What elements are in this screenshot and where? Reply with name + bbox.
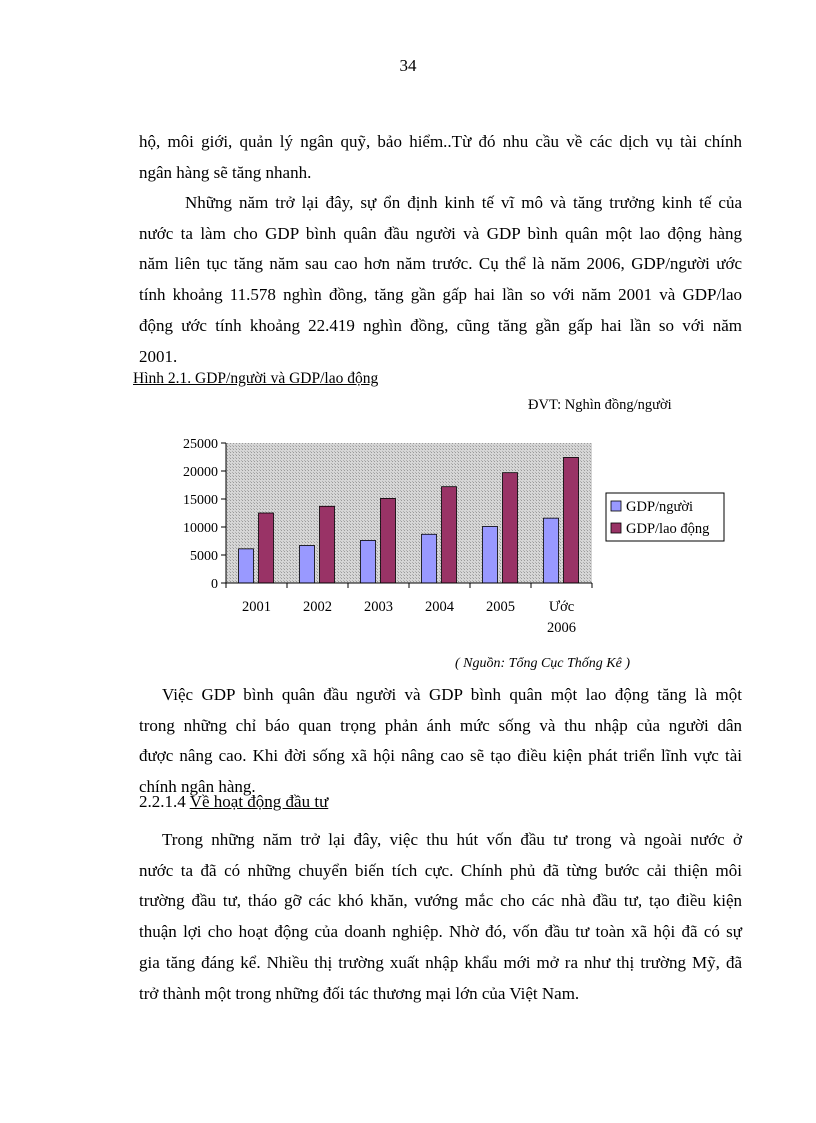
paragraph-investment (139, 825, 742, 1009)
legend (606, 493, 724, 541)
bar-gdp-per-worker (503, 473, 518, 583)
text-line: được nâng cao. Khi đời sống xã hội nâng cao sẽ tạo điều kiện phát triển lĩnh vực tài (139, 746, 742, 766)
bar-gdp-per-person (300, 545, 315, 583)
y-tick-label: 0 (211, 577, 218, 592)
y-tick-label: 5000 (190, 549, 218, 564)
text-line: Trong những năm trở lại đây, việc thu hút vốn đầu tư trong và ngoài nước ở (162, 830, 742, 849)
y-tick-label: 15000 (183, 493, 218, 508)
text-line: hộ, môi giới, quản lý ngân quỹ, bảo hiểm..Từ đó nhu cầu về các dịch vụ tài chính (139, 132, 742, 151)
text-line: nước ta làm cho GDP bình quân đầu người và GDP bình quân một lao động hàng (139, 223, 742, 243)
x-tick-label: 2002 (303, 599, 332, 615)
legend-swatch (611, 501, 621, 511)
x-tick-label: Ước (548, 599, 575, 615)
bar-gdp-per-worker (259, 513, 274, 583)
x-tick-label: 2004 (425, 599, 454, 615)
bar-gdp-per-person (544, 518, 559, 583)
text-line: trở thành một trong những đối tác thương mại lớn của Việt Nam. (139, 983, 580, 1003)
bar-gdp-per-person (422, 534, 437, 583)
paragraph-intro (139, 127, 742, 188)
text-line: chính ngân hàng. (139, 777, 256, 797)
gdp-bar-chart (140, 425, 740, 650)
unit-note: ĐVT: Nghìn đồng/người (528, 397, 672, 413)
x-tick-label: 2006 (547, 620, 576, 636)
text-line: gia tăng đáng kể. Nhiều thị trường xuất nhập khẩu mới mở ra như thị trường Mỹ, đã (139, 952, 742, 972)
y-axis (183, 437, 226, 592)
figure-caption: Hình 2.1. GDP/người và GDP/lao động (133, 370, 379, 387)
text-line: Những năm trở lại đây, sự ổn định kinh tế vĩ mô và tăng trưởng kinh tế của (185, 193, 742, 212)
text-line: trường đầu tư, tháo gỡ các khó khăn, vướng mắc cho các nhà đầu tư, tạo điều kiện (139, 891, 742, 911)
bar-gdp-per-person (483, 526, 498, 583)
text-line: năm liên tục tăng năm sau cao hơn năm trước. Cụ thể là năm 2006, GDP/người ước (139, 254, 742, 274)
section-number: 2.2.1.4 (139, 792, 190, 811)
y-tick-label: 20000 (183, 465, 218, 480)
x-tick-label: 2005 (486, 599, 515, 615)
x-axis (226, 583, 592, 636)
text-line: Việc GDP bình quân đầu người và GDP bình quân một lao động tăng là một (162, 685, 742, 704)
legend-label: GDP/lao động (626, 521, 710, 537)
legend-swatch (611, 523, 621, 533)
text-line: trong những chỉ báo quan trọng phản ánh mức sống và thu nhập của người dân (139, 715, 742, 735)
bar-gdp-per-worker (442, 487, 457, 583)
x-tick-label: 2001 (242, 599, 271, 615)
text-line: ngân hàng sẽ tăng nhanh. (139, 162, 312, 182)
text-line: nước ta đã có những chuyển biến tích cực. Chính phủ đã từng bước cải thiện môi (139, 860, 742, 880)
plot-area (226, 443, 592, 583)
legend-label: GDP/người (626, 499, 694, 515)
source-note: ( Nguồn: Tổng Cục Thống Kê ) (455, 656, 630, 671)
bar-gdp-per-person (361, 540, 376, 583)
y-tick-label: 25000 (183, 437, 218, 452)
y-tick-label: 10000 (183, 521, 218, 536)
bar-gdp-per-worker (381, 498, 396, 583)
x-tick-label: 2003 (364, 599, 393, 615)
section-heading (139, 792, 328, 812)
bar-gdp-per-worker (564, 457, 579, 583)
bar-gdp-per-person (239, 549, 254, 583)
text-line: thuận lợi cho hoạt động của doanh nghiệp. Nhờ đó, vốn đầu tư toàn xã hội đã có sự (139, 922, 742, 942)
section-title: Về hoạt động đầu tư (189, 792, 329, 811)
text-line: 2001. (139, 346, 178, 366)
paragraph-gdp-growth (139, 188, 742, 372)
paragraph-living-standard (139, 680, 742, 803)
text-line: động ước tính khoảng 22.419 nghìn đồng, cũng tăng gần gấp hai lần so với năm (139, 315, 742, 335)
bar-gdp-per-worker (320, 506, 335, 583)
page-number: 34 (399, 56, 417, 75)
text-line: tính khoảng 11.578 nghìn đồng, tăng gần gấp hai lần so với năm 2001 và GDP/lao (139, 285, 742, 305)
